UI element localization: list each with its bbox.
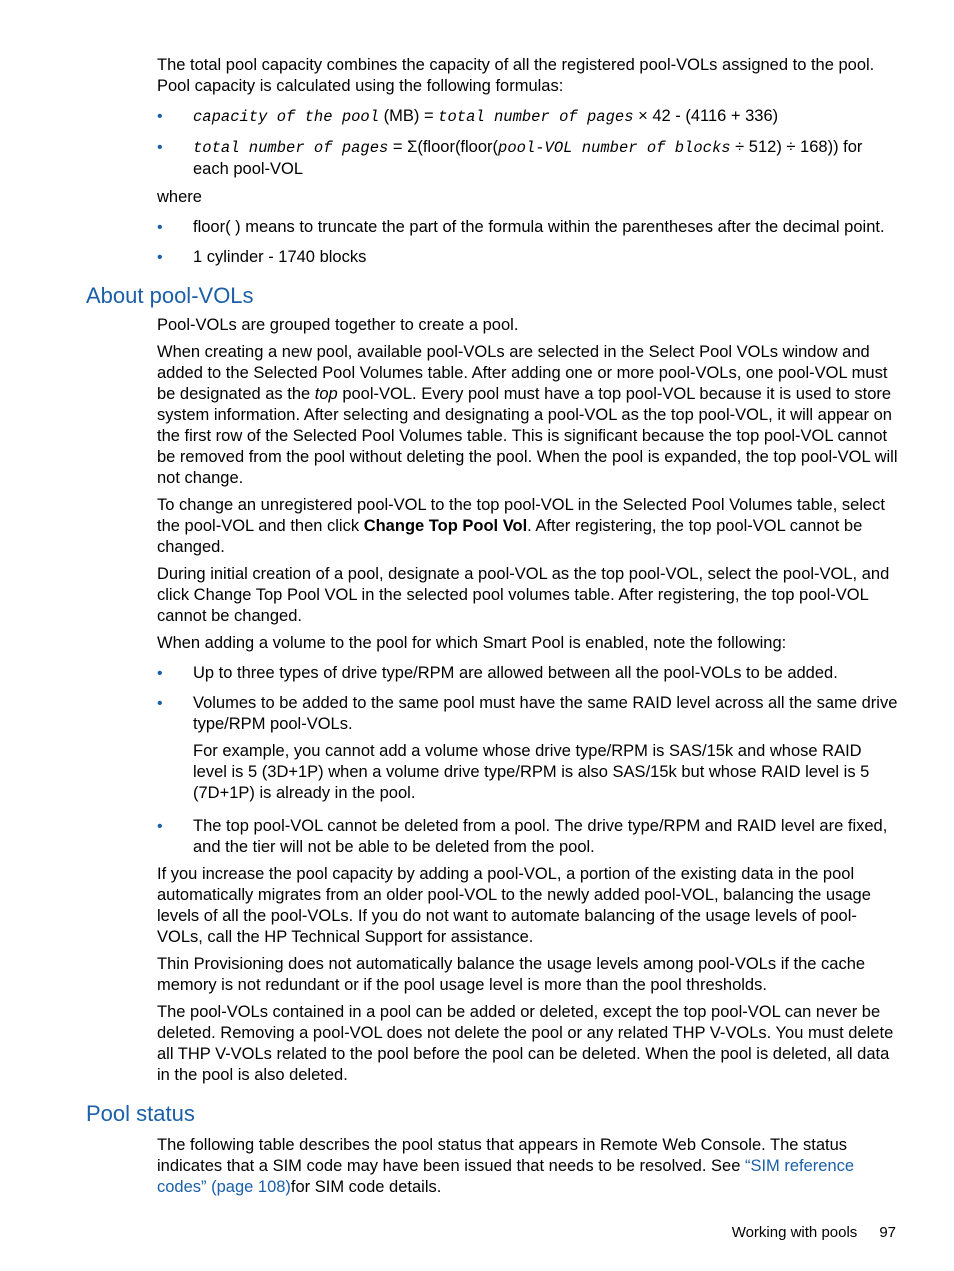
formula-capacity: • capacity of the pool (MB) = total number of pages × 42 - (4116 + 336) <box>157 107 779 126</box>
section-heading-about-pool-vols: About pool-VOLs <box>86 283 254 308</box>
paragraph: Pool-VOLs are grouped together to create a pool. <box>157 316 519 334</box>
paragraph: When creating a new pool, available pool-VOLs are selected in the Select Pool VOLs window and added to the Selected Pool Volumes table. After adding one or more pool-VOLs, one pool-VOL must be designated as the top pool-VOL. Every pool must have a top pool-VOL because it is used to store system information. After selecting and designating a pool-VOL as the top pool-VOL, it will appear on the first row of the Selected Pool Volumes table. This is significant because the top pool-VOL cannot be removed from the pool without deleting the pool. When the pool is expanded, the top pool-VOL will not change. <box>157 343 898 487</box>
bullet-icon: • <box>157 665 163 682</box>
list-item: • The top pool-VOL cannot be deleted from a pool. The drive type/RPM and RAID level are fixed, and the tier will not be able to be deleted from the pool. <box>157 817 888 856</box>
page-number: 97 <box>879 1224 896 1241</box>
list-item: • Up to three types of drive type/RPM are allowed between all the pool-VOLs to be added. <box>157 664 838 682</box>
paragraph: During initial creation of a pool, designate a pool-VOL as the top pool-VOL, select the pool-VOL, and click Change Top Pool VOL in the selected pool volumes table. After registering, the top pool-VOL cannot be changed. <box>157 565 890 625</box>
paragraph: The pool-VOLs contained in a pool can be added or deleted, except the top pool-VOL can never be deleted. Removing a pool-VOL does not delete the pool or any related THP V-VOLs. You must delete all THP V-VOLs related to the pool before the pool can be deleted. When the pool is deleted, all data in the pool is also deleted. <box>157 1003 894 1084</box>
bullet-icon: • <box>157 139 163 156</box>
formula-list <box>157 106 898 180</box>
paragraph: Thin Provisioning does not automatically balance the usage levels among pool-VOLs if the cache memory is not redundant or if the pool usage level is more than the pool thresholds. <box>157 955 866 994</box>
pool-status-section <box>157 1135 898 1198</box>
list-item: • floor( ) means to truncate the part of the formula within the parentheses after the decimal point. <box>157 218 885 236</box>
sim-reference-link[interactable]: “SIM reference codes” (page 108) <box>157 1157 855 1196</box>
bullet-icon: • <box>157 818 163 835</box>
section-heading-pool-status: Pool status <box>86 1101 195 1126</box>
where-label: where <box>157 188 202 206</box>
list-item: • Volumes to be added to the same pool must have the same RAID level across all the same drive type/RPM pool-VOLs. For example, you cannot add a volume whose drive type/RPM is SAS/15k and whose RAID level is 5 (3D+1P) when a volume drive type/RPM is also SAS/15k but whose RAID level is 5 (7D+1P) is already in the pool. <box>157 694 898 802</box>
intro-section <box>157 55 898 268</box>
bullet-icon: • <box>157 219 163 236</box>
footer-section-title: Working with pools <box>731 1224 858 1241</box>
paragraph: When adding a volume to the pool for which Smart Pool is enabled, note the following: <box>157 634 787 652</box>
intro-paragraph: The total pool capacity combines the capacity of all the registered pool-VOLs assigned to the pool. Pool capacity is calculated using the following formulas: <box>157 56 875 95</box>
bullet-icon: • <box>157 108 163 125</box>
page-footer <box>710 1222 896 1243</box>
bullet-icon: • <box>157 249 163 266</box>
about-pool-vols-section <box>157 315 898 1086</box>
smart-pool-notes <box>157 663 898 858</box>
example-paragraph: For example, you cannot add a volume whose drive type/RPM is SAS/15k and whose RAID level is 5 (3D+1P) when a volume drive type/RPM is also SAS/15k but whose RAID level is 5 (7D+1P) is already in the pool. <box>193 742 870 802</box>
list-item: • 1 cylinder - 1740 blocks <box>157 248 367 266</box>
formula-pages: • total number of pages = Σ(floor(floor(pool-VOL number of blocks ÷ 512) ÷ 168)) for each pool-VOL <box>157 138 863 178</box>
where-list <box>157 217 898 268</box>
paragraph: The following table describes the pool status that appears in Remote Web Console. The status indicates that a SIM code may have been issued that needs to be resolved. See “SIM reference codes” (page 108)for SIM code details. <box>157 1136 855 1196</box>
paragraph: If you increase the pool capacity by adding a pool-VOL, a portion of the existing data in the pool automatically migrates from an older pool-VOL to the newly added pool-VOL, balancing the usage levels of all the pool-VOLs. If you do not want to automate balancing of the usage levels of pool-VOLs, call the HP Technical Support for assistance. <box>157 865 871 946</box>
bullet-icon: • <box>157 695 163 712</box>
paragraph: To change an unregistered pool-VOL to the top pool-VOL in the Selected Pool Volumes table, select the pool-VOL and then click Change Top Pool Vol. After registering, the top pool-VOL cannot be changed. <box>157 496 885 556</box>
